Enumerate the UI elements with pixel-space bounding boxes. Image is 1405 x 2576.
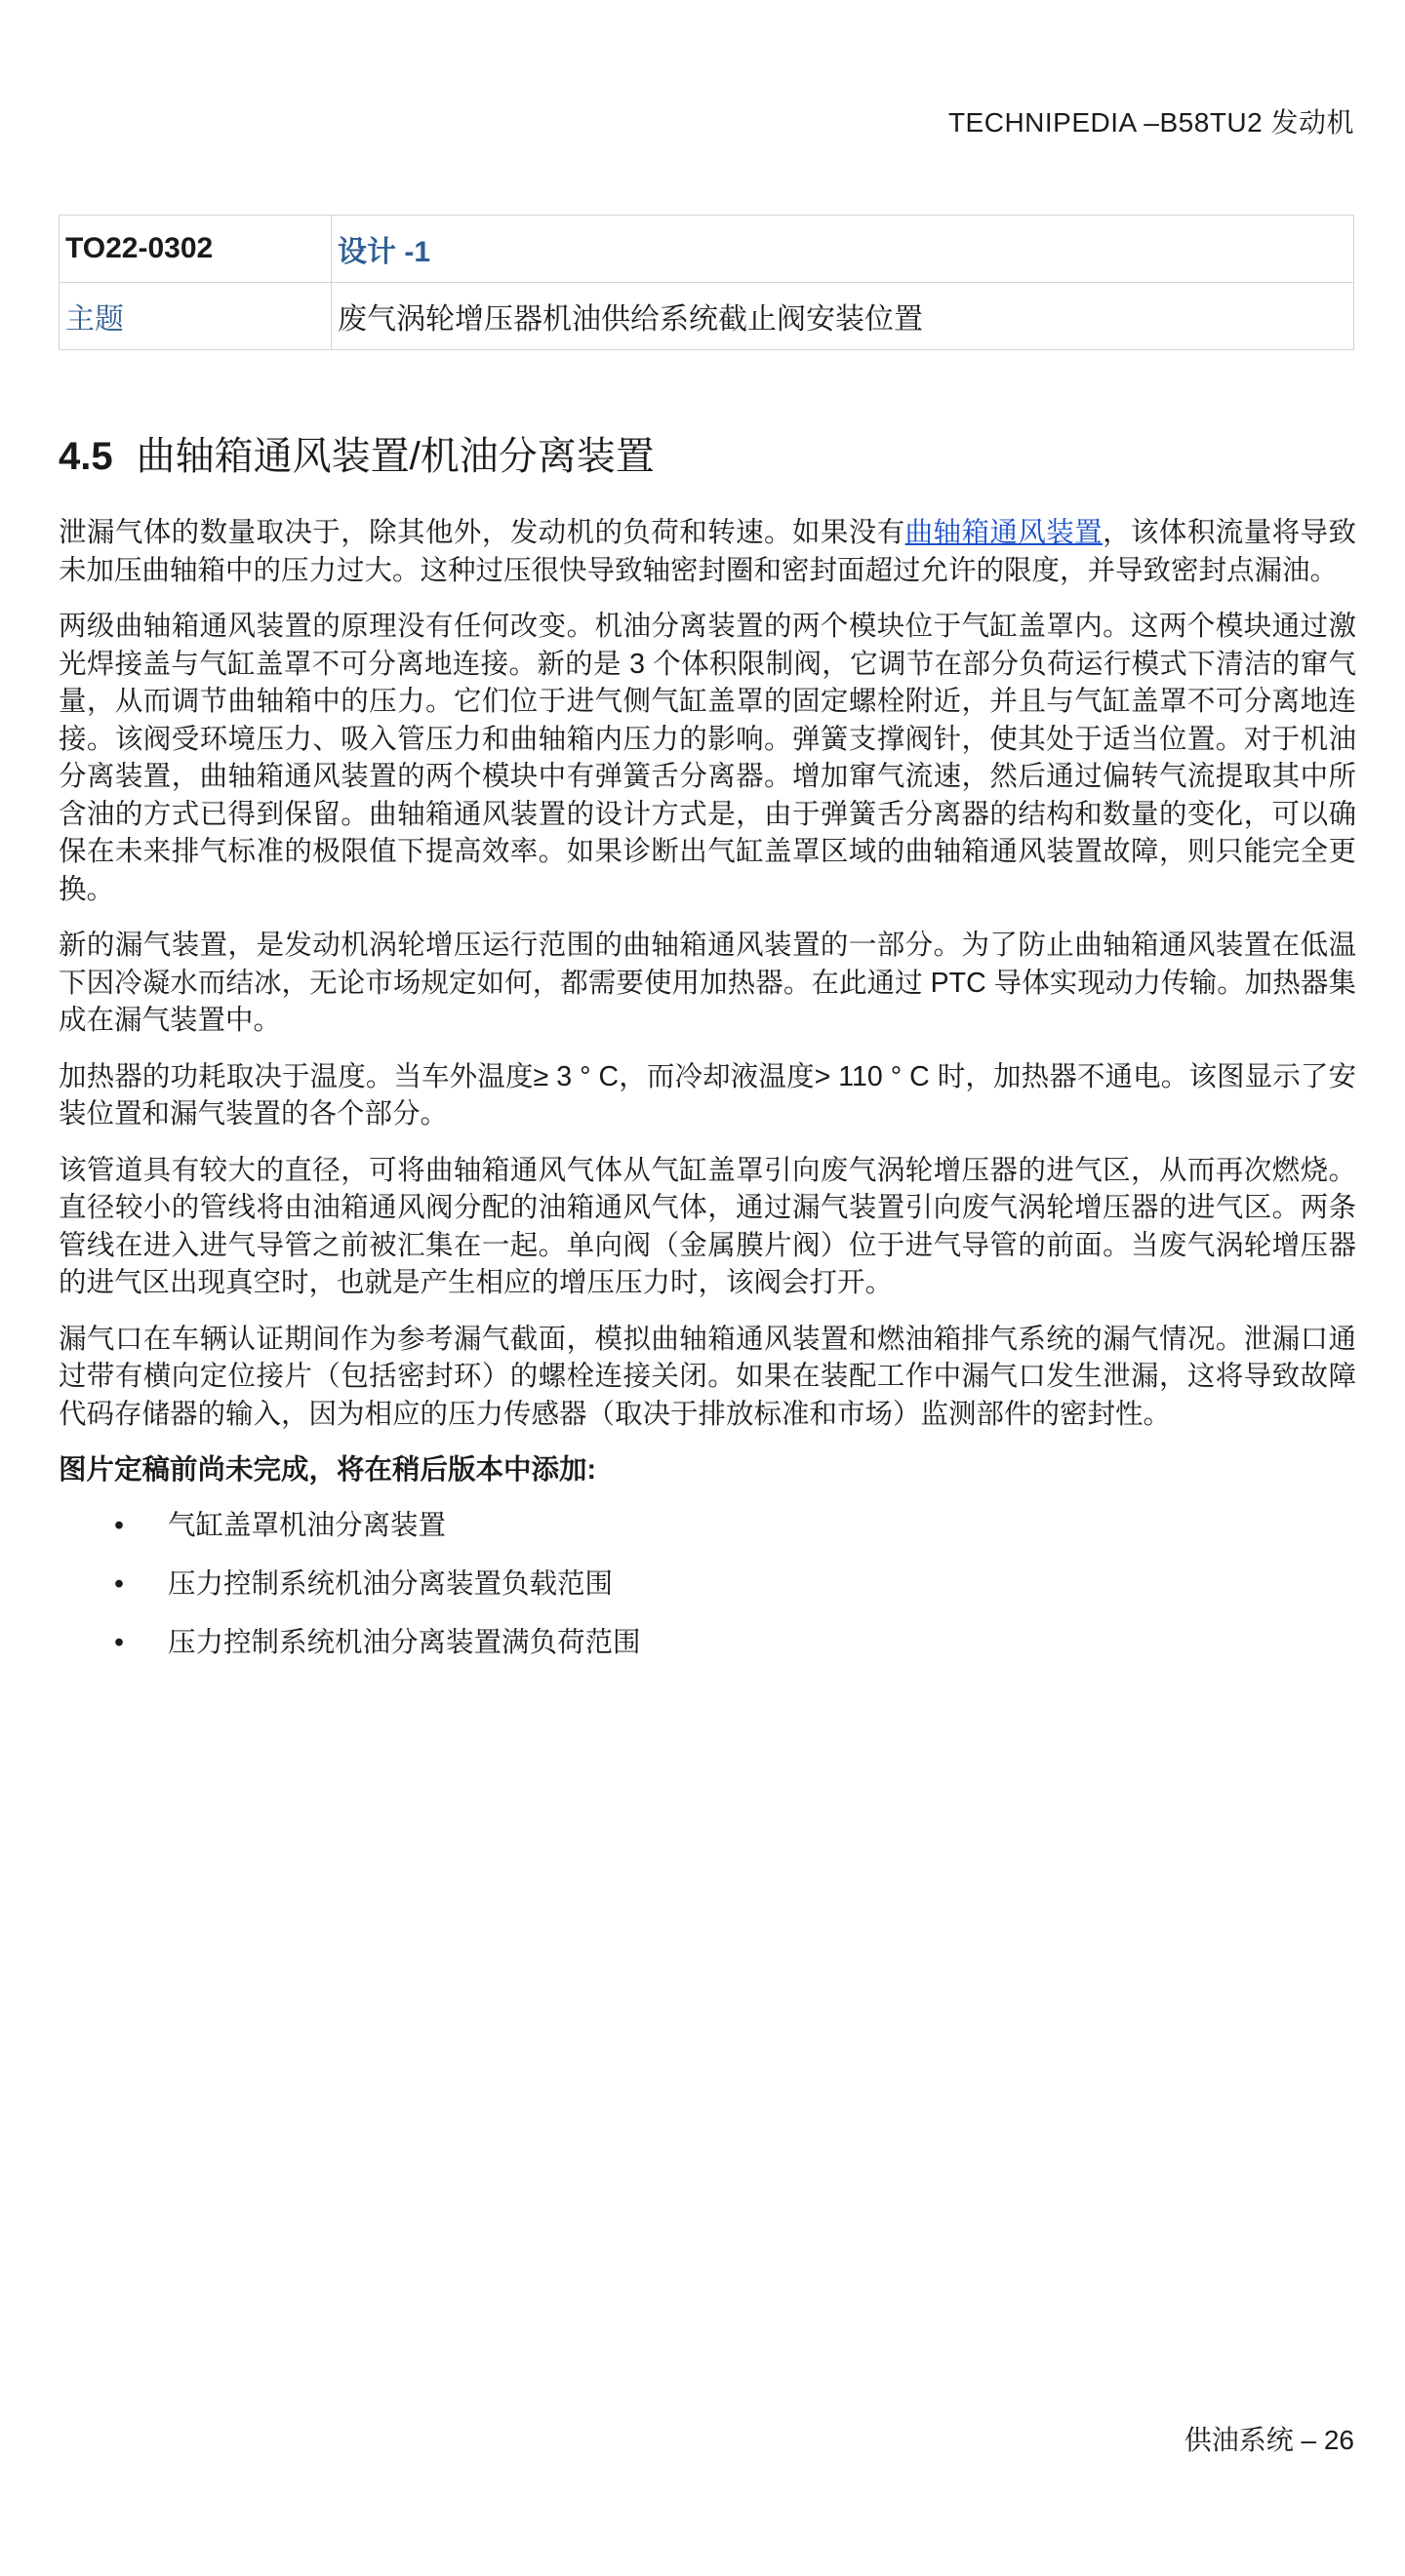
section-heading [59,425,655,481]
document-info-table [59,215,1354,350]
table-row [60,283,1354,350]
main-content [59,514,1356,1683]
paragraph-5: 该管道具有较大的直径，可将曲轴箱通风气体从气缸盖罩引向废气涡轮增压器的进气区，从而再次燃烧。直径较小的管线将由油箱通风阀分配的油箱通风气体，通过漏气装置引向废气涡轮增压器的进气区。两条管线在进入进气导管之前被汇集在一起。单向阀（金属膜片阀）位于进气导管的前面。当废气涡轮增压器的进气区出现真空时，也就是产生相应的增压压力时，该阀会打开。 [59,1154,1356,1298]
subject-label-cell: 主题 [60,283,332,350]
bullet-icon: • [114,1626,124,1658]
list-item [59,1565,1356,1603]
page-header: TECHNIPEDIA –B58TU2 发动机 [947,107,1354,138]
page-footer: 供油系统 – 26 [1184,2425,1354,2455]
bullet-icon: • [114,1509,124,1541]
subject-value-cell: 废气涡轮增压器机油供给系统截止阀安装位置 [332,283,1354,350]
paragraph-4: 加热器的功耗取决于温度。当车外温度≥ 3 ° C，而冷却液温度> 110 ° C 时，加热器不通电。该图显示了安装位置和漏气装置的各个部分。 [59,1060,1356,1129]
crankcase-ventilation-link[interactable]: 曲轴箱通风装置 [904,517,1104,548]
paragraph-1-text-a: 泄漏气体的数量取决于，除其他外，发动机的负荷和转速。如果没有 [59,517,905,548]
list-item-text: 气缸盖罩机油分离装置 [168,1509,447,1541]
paragraph-2: 两级曲轴箱通风装置的原理没有任何改变。机油分离装置的两个模块位于气缸盖罩内。这两个模块通过激光焊接盖与气缸盖罩不可分离地连接。新的是 3 个体积限制阀，它调节在部分负荷运行模式下清洁的窜气量，从而调节曲轴箱中的压力。它们位于进气侧气缸盖罩的固定螺栓附近，并且与气缸盖罩不可分离地连接。该阀受环境压力、吸入管压力和曲轴箱内压力的影响。弹簧支撑阀针，使其处于适当位置。对于机油分离装置，曲轴箱通风装置的两个模块中有弹簧舌分离器。增加窜气流速，然后通过偏转气流提取其中所含油的方式已得到保留。曲轴箱通风装置的设计方式是，由于弹簧舌分离器的结构和数量的变化，可以确保在未来排气标准的极限值下提高效率。如果诊断出气缸盖罩区域的曲轴箱通风装置故障，则只能完全更换。 [59,611,1356,905]
section-title: 曲轴箱通风装置/机油分离装置 [136,435,655,478]
bullet-icon: • [114,1567,124,1600]
document-id-cell: TO22-0302 [60,216,332,283]
list-item-text: 压力控制系统机油分离装置满负荷范围 [168,1626,641,1658]
paragraph-3: 新的漏气装置，是发动机涡轮增压运行范围的曲轴箱通风装置的一部分。为了防止曲轴箱通风装置在低温下因冷凝水而结冰，无论市场规定如何，都需要使用加热器。在此通过 PTC 导体实现动力传输。加热器集成在漏气装置中。 [59,930,1356,1036]
table-row [60,216,1354,283]
list-item [59,1507,1356,1544]
pending-images-note: 图片定稿前尚未完成，将在稍后版本中添加: [59,1454,596,1486]
paragraph-1 [59,514,1356,589]
list-item [59,1624,1356,1661]
paragraph-6: 漏气口在车辆认证期间作为参考漏气截面，模拟曲轴箱通风装置和燃油箱排气系统的漏气情况。泄漏口通过带有横向定位接片（包括密封环）的螺栓连接关闭。如果在装配工作中漏气口发生泄漏，这将导致故障代码存储器的输入，因为相应的压力传感器（取决于排放标准和市场）监测部件的密封性。 [59,1323,1356,1430]
section-number: 4.5 [59,435,113,478]
pending-images-list [59,1507,1356,1661]
design-version-cell: 设计 -1 [332,216,1354,283]
paragraph-1-text-b: ，该体积流量将导致未加压曲轴箱中的压力过大。这种过压很快导致轴密封圈和密封面超过允许的限度，并导致密封点漏油。 [59,517,1356,586]
list-item-text: 压力控制系统机油分离装置负载范围 [168,1567,614,1600]
